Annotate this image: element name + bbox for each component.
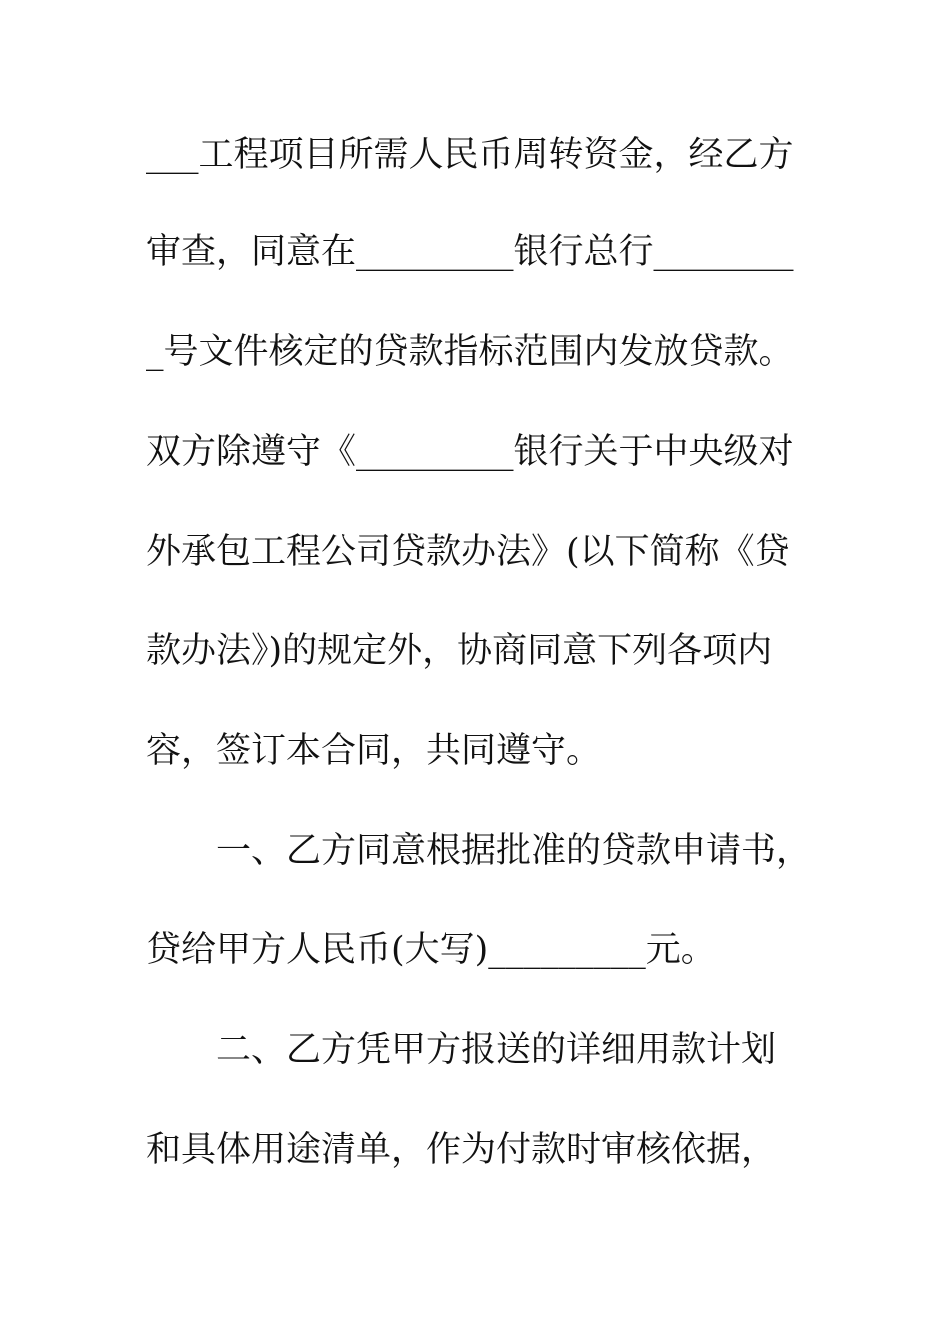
text-line: 贷给甲方人民币(大写)_________元。 (146, 930, 716, 970)
clause-one-line: 一、乙方同意根据批准的贷款申请书， (216, 831, 812, 871)
text-line: 审查，同意在_________银行总行________ (146, 232, 794, 272)
text-line: 款办法》)的规定外，协商同意下列各项内 (146, 631, 773, 671)
text-line: 双方除遵守《_________银行关于中央级对 (146, 432, 794, 472)
text-line: 容，签订本合同，共同遵守。 (146, 731, 602, 771)
text-line: 和具体用途清单，作为付款时审核依据， (146, 1130, 777, 1170)
clause-two-line: 二、乙方凭甲方报送的详细用款计划 (216, 1030, 777, 1070)
text-line: 外承包工程公司贷款办法》(以下简称《贷 (146, 532, 790, 572)
text-line: ___工程项目所需人民币周转资金，经乙方 (146, 135, 794, 175)
text-line: _号文件核定的贷款指标范围内发放贷款。 (146, 332, 794, 372)
